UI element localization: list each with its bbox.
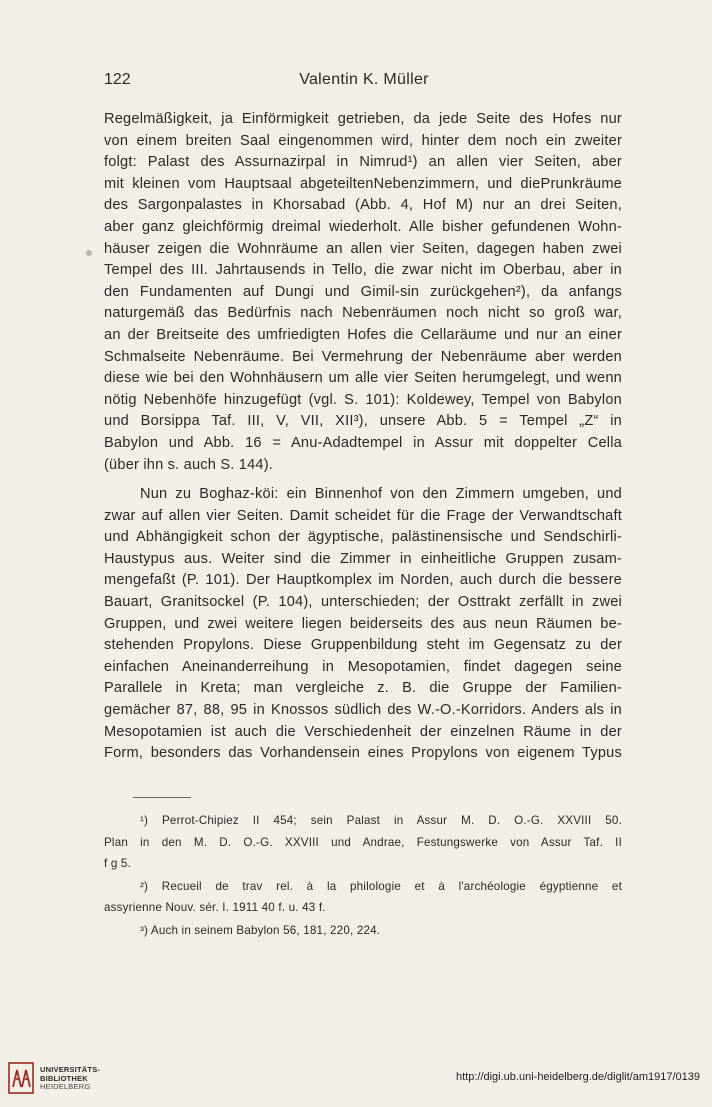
text-line: mengefaßt (P. 101). Der Hauptkomplex im Norden, auch durch die bessere [104, 572, 622, 589]
source-url-link[interactable]: http://digi.ub.uni-heidelberg.de/diglit/am1917/0139 [455, 1071, 700, 1083]
library-logo-icon [8, 1062, 34, 1094]
footnote-line: ³) Auch in seinem Babylon 56, 181, 220, 224. [140, 923, 381, 937]
text-line: Mesopotamien ist auch die Verschiedenheit der einzelnen Räume in der [104, 723, 622, 740]
body-text [104, 109, 622, 765]
text-line: Regelmäßigkeit, ja Einförmigkeit getrieben, da jede Seite des Hofes nur [104, 111, 622, 127]
text-line: folgt: Palast des Assurnazirpal in Nimrud¹) an allen vier Seiten, aber [104, 154, 622, 171]
paper-blemish [86, 250, 92, 256]
text-line: und Abhängigkeit schon der ägyptische, palästinensische und Sendschirli- [104, 529, 622, 546]
text-line: einfachen Aneinanderreihung in Mesopotamien, findet dagegen seine [104, 658, 622, 675]
footnote-divider [133, 797, 191, 798]
text-line: gemächer 87, 88, 95 in Knossos südlich des W.-O.-Korridors. Anders als in [104, 702, 622, 719]
text-line: mit kleinen vom Hauptsaal abgeteiltenNebenzimmern, und diePrunkräume [104, 175, 622, 192]
text-line: den Fundamenten auf Dungi und Gimil-sin zurückgehen²), da anfangs [104, 283, 622, 300]
text-line: Babylon und Abb. 16 = Anu-Adadtempel in Assur mit doppelter Cella [104, 434, 622, 451]
text-line: (über ihn s. auch S. 144). [104, 456, 274, 473]
text-line: stehenden Propylons. Diese Gruppenbildung steht im Gegensatz zu der [104, 637, 622, 654]
footnote-1 [104, 812, 622, 877]
text-line: diese wie bei den Wohnhäusern um alle vier Seiten herumgelegt, und wenn [104, 370, 622, 387]
page-number: 122 [104, 71, 131, 88]
footnote-line: ¹) Perrot-Chipiez II 454; sein Palast in Assur M. D. O.-G. XXVIII 50. [140, 814, 622, 827]
text-line: häuser zeigen die Wohnräume an allen vier Seiten, dagegen haben zwei [104, 240, 622, 257]
text-line: Bauart, Granitsockel (P. 104), unterschieden; der Osttrakt zerfällt in zwei [104, 594, 622, 611]
text-line: nötig Nebenhöfe hinzugefügt (vgl. S. 101): Koldewey, Tempel von Babylon [104, 391, 622, 408]
paragraph-1 [104, 109, 622, 476]
text-line: naturgemäß das Bedürfnis nach Nebenräumen noch nicht so groß war, [104, 305, 622, 322]
text-line: Parallele in Kreta; man vergleiche z. B. die Gruppe der Familien- [104, 680, 622, 697]
text-line: Schmalseite Nebenräume. Bei Vermehrung der Nebenräume aber werden [104, 348, 622, 365]
library-name-line: BIBLIOTHEK [40, 1073, 88, 1083]
footnote-line: f g 5. [104, 857, 131, 871]
text-line: Tempel des III. Jahrtausends in Tello, die zwar nicht im Oberbau, aber in [104, 262, 622, 279]
text-line: aber ganz gleichförmig dreimal wiederholt. Alle bisher gefundenen Wohn- [104, 218, 622, 235]
text-line: und Borsippa Taf. III, V, VII, XII³), unsere Abb. 5 = Tempel „Z“ in [104, 413, 622, 430]
paragraph-2 [104, 484, 622, 765]
paragraph-gap [104, 476, 622, 484]
text-line: zwar auf allen vier Seiten. Damit scheidet für die Frage der Verwandtschaft [104, 507, 622, 524]
library-name-line: HEIDELBERG [40, 1082, 91, 1091]
text-line: Nun zu Boghaz-köi: ein Binnenhof von den Zimmern umgeben, und [140, 486, 622, 503]
footnote-line: assyrienne Nouv. sér. I. 1911 40 f. u. 43 f. [104, 901, 326, 915]
footnote-2 [104, 878, 622, 921]
text-line: Form, besonders das Vorhandensein eines Propylons von eigenem Typus [104, 745, 622, 762]
footnote-line: Plan in den M. D. O.-G. XXVIII und Andrae, Festungswerke von Assur Taf. II [104, 835, 622, 849]
page-header [104, 71, 624, 93]
running-head: Valentin K. Müller [299, 71, 429, 88]
library-name-line: UNIVERSITÄTS- [40, 1065, 101, 1074]
text-line: von einem breiten Saal eingenommen wird, hinter dem noch ein zweiter [104, 132, 622, 149]
text-line: Gruppen, und zwei weitere liegen beiderseits des aus neun Räumen be- [104, 615, 622, 632]
text-line: an der Breitseite des umfriedigten Hofes die Cellaräume und nur an einer [104, 326, 622, 343]
text-line: des Sargonpalastes in Khorsabad (Abb. 4, Hof M) nur an drei Seiten, [104, 197, 622, 214]
library-footer [0, 1058, 712, 1098]
footnote-line: ²) Recueil de trav rel. à la philologie et à l'archéologie égyptienne et [140, 879, 622, 893]
text-line: Haustypus aus. Weiter sind die Zimmer in einheitliche Gruppen zusam- [104, 550, 622, 567]
footnote-3 [104, 922, 622, 944]
footnotes [104, 812, 622, 944]
library-name [40, 1066, 100, 1092]
